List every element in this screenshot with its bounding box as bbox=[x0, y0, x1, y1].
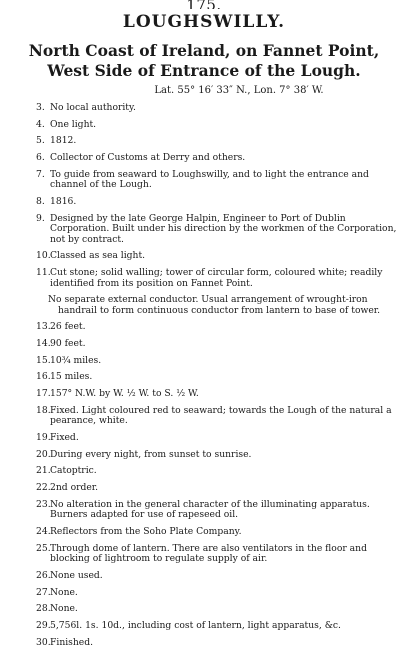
list-item bbox=[36, 638, 402, 649]
item-number: 3. bbox=[36, 102, 45, 113]
item-text: 26 feet. bbox=[50, 321, 86, 333]
item-text: No local authority. bbox=[50, 102, 136, 113]
list-item bbox=[36, 588, 402, 599]
item-number: 29. bbox=[36, 619, 51, 631]
item-number: 18. bbox=[36, 404, 51, 416]
item-number: 4. bbox=[36, 118, 45, 130]
coordinates: Lat. 55° 16′ 33″ N., Lon. 7° 38′ W. bbox=[154, 85, 324, 96]
item-text: Cut stone; solid walling; tower of circular form, coloured white; readily identified from its position on Fannet Point. bbox=[50, 267, 383, 289]
list-item bbox=[36, 571, 402, 582]
list-item bbox=[36, 450, 402, 461]
item-text: None used. bbox=[50, 569, 103, 581]
list-item bbox=[36, 483, 402, 494]
item-number: 23. bbox=[36, 498, 51, 510]
item-text: 5,756l. 1s. 10d., including cost of lantern, light apparatus, &c. bbox=[50, 619, 341, 631]
item-text: Fixed. bbox=[50, 432, 79, 443]
list-item bbox=[36, 153, 402, 164]
item-number: 6. bbox=[36, 152, 45, 164]
item-text: Finished. bbox=[50, 636, 94, 648]
list-item bbox=[36, 214, 402, 246]
item-number: 10. bbox=[36, 250, 51, 262]
item-number: 30. bbox=[36, 636, 51, 648]
item-number: 17. bbox=[36, 388, 51, 400]
page-title: LOUGHSWILLY. bbox=[122, 12, 286, 32]
item-text: Fixed. Light coloured red to seaward; towards the Lough of the natural a pearance, white. bbox=[50, 404, 392, 427]
item-number: 9. bbox=[36, 212, 45, 224]
item-number: 21. bbox=[36, 465, 51, 477]
item-text: 15 miles. bbox=[50, 371, 93, 383]
list-item bbox=[36, 251, 402, 262]
page-number: 175. bbox=[186, 0, 222, 9]
item-text: Through dome of lantern. There are also ventilators in the floor and blocking of lightroom to regulate supply of air. bbox=[50, 542, 367, 565]
list-item bbox=[36, 197, 402, 208]
list-item bbox=[36, 136, 402, 147]
item-text: Designed by the late George Halpin, Engineer to Port of Dublin Corporation. Built under his direction by the workmen of the Corporation, not by contract. bbox=[50, 212, 397, 245]
list-item bbox=[36, 103, 402, 114]
item-number: 26. bbox=[36, 569, 51, 581]
item-number: 25. bbox=[36, 542, 51, 554]
item-number: 13. bbox=[36, 321, 51, 333]
item-text: To guide from seaward to Loughswilly, and to light the entrance and channel of the Lough. bbox=[50, 168, 369, 191]
item-text: None. bbox=[50, 586, 78, 598]
item-text: Reflectors from the Soho Plate Company. bbox=[50, 525, 242, 537]
conductor-note: No separate external conductor. Usual arrangement of wrought-iron handrail to form continuous conductor from lantern to base of tower. bbox=[48, 294, 381, 316]
list-item bbox=[36, 500, 402, 521]
item-text: 2nd order. bbox=[50, 482, 99, 494]
item-text: During every night, from sunset to sunrise. bbox=[50, 448, 252, 460]
list-item bbox=[36, 339, 402, 350]
item-number: 11. bbox=[36, 267, 51, 278]
list-item bbox=[36, 621, 402, 632]
item-number: 7. bbox=[36, 168, 45, 180]
list-item bbox=[36, 389, 402, 400]
list-item bbox=[36, 268, 402, 289]
list-item bbox=[36, 356, 402, 367]
item-number: 22. bbox=[36, 482, 51, 494]
item-text: 1812. bbox=[50, 135, 77, 147]
item-text: 90 feet. bbox=[50, 338, 86, 350]
numbered-list bbox=[0, 103, 408, 654]
list-item bbox=[36, 170, 402, 191]
location-subtitle: North Coast of Ireland, on Fannet Point, West Side of Entrance of the Lough. bbox=[28, 41, 380, 80]
item-number: 28. bbox=[36, 603, 51, 615]
list-item bbox=[36, 604, 402, 615]
item-number: 19. bbox=[36, 432, 51, 443]
list-item bbox=[36, 322, 402, 333]
item-text: 1816. bbox=[50, 195, 77, 207]
list-item bbox=[36, 466, 402, 477]
list-item bbox=[36, 406, 402, 427]
item-number: 5. bbox=[36, 135, 45, 147]
item-number: 27. bbox=[36, 586, 51, 598]
list-item bbox=[36, 544, 402, 565]
item-text: Collector of Customs at Derry and others. bbox=[50, 152, 246, 164]
item-number: 14. bbox=[36, 338, 51, 350]
item-number: 24. bbox=[36, 525, 51, 537]
item-text: No alteration in the general character of the illuminating apparatus. Burners adapted for use of rapeseed oil. bbox=[50, 498, 370, 521]
list-item bbox=[36, 372, 402, 383]
item-text: 157° N.W. by W. ½ W. to S. ½ W. bbox=[50, 388, 199, 400]
item-number: 15. bbox=[36, 354, 51, 366]
item-text: One light. bbox=[50, 118, 97, 130]
item-text: Catoptric. bbox=[50, 465, 97, 477]
item-text: None. bbox=[50, 603, 78, 615]
list-item bbox=[36, 527, 402, 538]
item-number: 20. bbox=[36, 448, 51, 460]
item-text: 10¾ miles. bbox=[50, 354, 102, 366]
item-number: 8. bbox=[36, 195, 45, 207]
list-item bbox=[36, 433, 402, 444]
item-number: 16. bbox=[36, 371, 51, 383]
list-item bbox=[36, 120, 402, 131]
item-text: Classed as sea light. bbox=[50, 250, 146, 262]
